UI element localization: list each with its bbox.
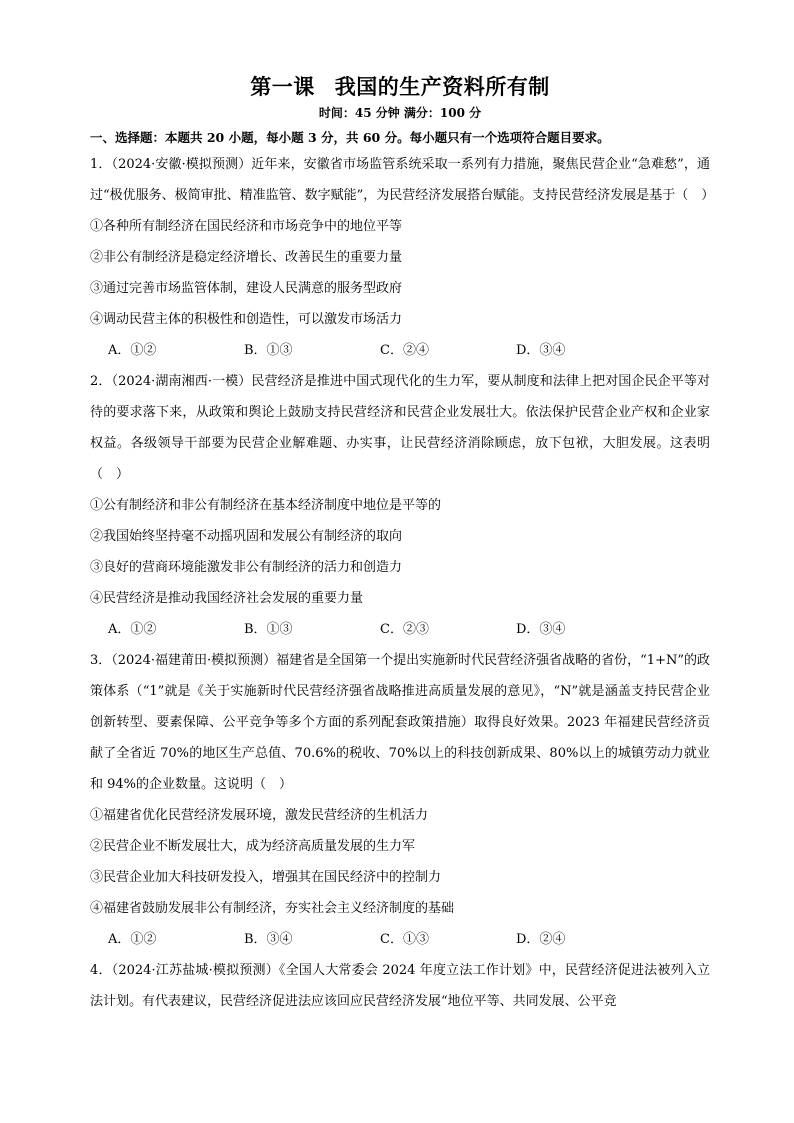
title-topic: 我国的生产资料所有制 bbox=[334, 75, 550, 99]
choice-d: D．③④ bbox=[516, 343, 566, 358]
document-page bbox=[90, 72, 715, 1017]
answer-choices bbox=[90, 335, 710, 366]
statement-option: ③民营企业加大科技研发投入，增强其在国民经济中的控制力 bbox=[90, 870, 442, 885]
section-heading: 一、选择题：本题共 20 小题，每小题 3 分，共 60 分。每小题只有一个选项符合题目要求。 bbox=[90, 130, 610, 145]
statement-option: ④民营经济是推动我国经济社会发展的重要力量 bbox=[90, 591, 364, 606]
question-1 bbox=[90, 149, 715, 366]
choice-d: D．③④ bbox=[516, 622, 566, 637]
question-stem: 1．（2024·安徽·模拟预测）近年来，安徽省市场监管系统采取一系列有力措施，聚焦民营企业“急难愁”，通过“极优服务、极简审批、精准监管、数字赋能”，为民营经济发展搭台赋能。支持民营经济发展是基于（ ） bbox=[90, 157, 715, 203]
statement-option: ①各种所有制经济在国民经济和市场竞争中的地位平等 bbox=[90, 219, 403, 234]
answer-choices bbox=[90, 614, 710, 645]
statement-option: ②我国始终坚持毫不动摇巩固和发展公有制经济的取向 bbox=[90, 529, 403, 544]
statement-option: ①公有制经济和非公有制经济在基本经济制度中地位是平等的 bbox=[90, 498, 442, 513]
statement-option: ②非公有制经济是稳定经济增长、改善民生的重要力量 bbox=[90, 250, 403, 265]
page-title bbox=[90, 72, 710, 102]
choice-c: C．②④ bbox=[380, 343, 429, 358]
choice-b: B．③④ bbox=[244, 932, 293, 947]
statement-option: ②民营企业不断发展壮大，成为经济高质量发展的生力军 bbox=[90, 839, 416, 854]
question-3 bbox=[90, 645, 710, 955]
question-stem: 4．（2024·江苏盐城·模拟预测）《全国人大常委会 2024 年度立法工作计划》中，民营经济促进法被列入立法计划。有代表建议，民营经济促进法应该回应民营经济发展“地位平等、共同发展、公平竞 bbox=[90, 963, 710, 1009]
answer-choices bbox=[90, 924, 710, 955]
choice-a: A．①② bbox=[108, 343, 157, 358]
question-4 bbox=[90, 955, 710, 1017]
choice-a: A．①② bbox=[108, 622, 157, 637]
exam-meta: 时间：45 分钟 满分：100 分 bbox=[318, 106, 482, 120]
statement-option: ④调动民营主体的积极性和创造性，可以激发市场活力 bbox=[90, 312, 403, 327]
question-2 bbox=[90, 366, 710, 645]
statement-option: ④福建省鼓励发展非公有制经济，夯实社会主义经济制度的基础 bbox=[90, 901, 455, 916]
choice-c: C．②③ bbox=[380, 622, 429, 637]
statement-option: ③通过完善市场监管体制，建设人民满意的服务型政府 bbox=[90, 281, 403, 296]
choice-d: D．②④ bbox=[516, 932, 566, 947]
question-stem: 2．（2024·湖南湘西·一模）民营经济是推进中国式现代化的生力军，要从制度和法律上把对国企民企平等对待的要求落下来，从政策和舆论上鼓励支持民营经济和民营企业发展壮大。依法保护民营企业产权和企业家权益。各级领导干部要为民营企业解难题、办实事，让民营经济消除顾虑，放下包袱，大胆发展。这表明（ ） bbox=[90, 374, 710, 482]
statement-option: ③良好的营商环境能激发非公有制经济的活力和创造力 bbox=[90, 560, 403, 575]
choice-a: A．①② bbox=[108, 932, 157, 947]
question-stem: 3．（2024·福建莆田·模拟预测）福建省是全国第一个提出实施新时代民营经济强省战略的省份，“1+N”的政策体系（“1”就是《关于实施新时代民营经济强省战略推进高质量发展的意见》，“N”就是涵盖支持民营企业创新转型、要素保障、公平竞争等多个方面的系列配套政策措施）取得良好效果。2023 年福建民营经济贡献了全省近 70%的地区生产总值、70.6%的税收、70%以上的科技创新成果、80%以上的城镇劳动力就业和 94%的企业数量。这说明（ ） bbox=[90, 653, 710, 792]
choice-b: B．①③ bbox=[244, 622, 293, 637]
choice-b: B．①③ bbox=[244, 343, 293, 358]
title-lesson: 第一课 bbox=[250, 75, 315, 99]
statement-option: ①福建省优化民营经济发展环境，激发民营经济的生机活力 bbox=[90, 808, 429, 823]
choice-c: C．①③ bbox=[380, 932, 429, 947]
